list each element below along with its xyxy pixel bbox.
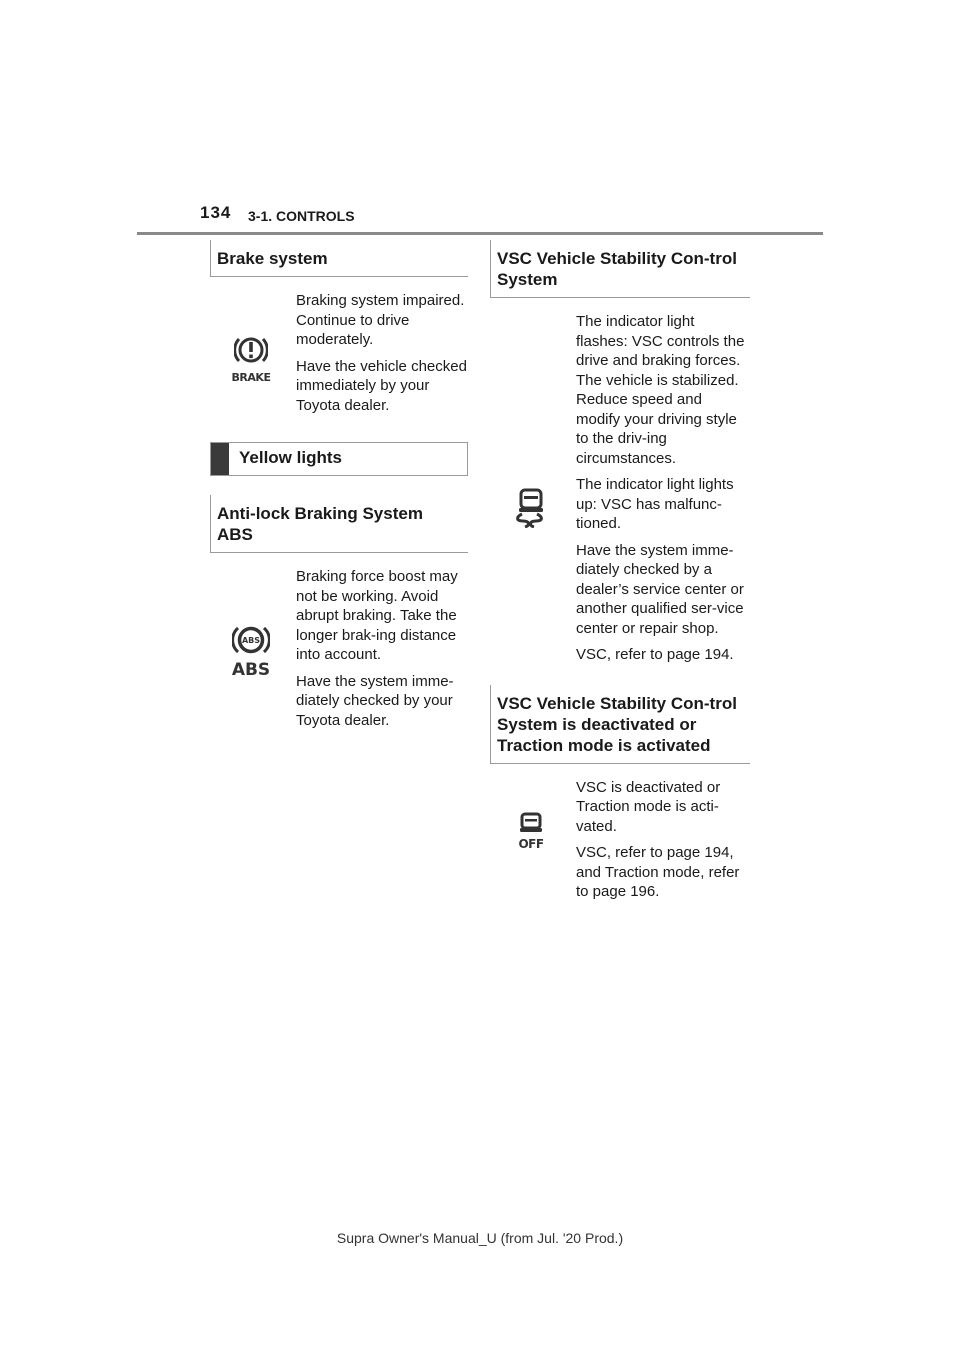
page-number: 134 — [200, 203, 232, 222]
vsc-off-icon-cell — [507, 796, 555, 868]
abs-entry — [210, 567, 468, 730]
heading-marker — [211, 443, 229, 475]
abs-paragraph-2: Have the system imme-diately checked by your Toyota dealer. — [296, 672, 454, 729]
vsc-off-text — [576, 778, 750, 902]
section-title: 3-1. CONTROLS — [248, 208, 355, 224]
yellow-lights-label: Yellow lights — [239, 448, 342, 467]
brake-paragraph-1: Braking system impaired. Continue to drive moderately. — [296, 292, 465, 348]
brake-icon-cell — [227, 322, 275, 394]
abs-text — [296, 567, 468, 730]
yellow-lights-heading — [210, 442, 468, 476]
vsc-off-paragraph-2: VSC, refer to page 194, and Traction mode, refer to page 196. — [576, 844, 740, 900]
page-footer: Supra Owner's Manual_U (from Jul. '20 Prod.) — [336, 1230, 624, 1246]
header-divider — [137, 232, 823, 235]
vsc-off-icon — [516, 812, 546, 836]
abs-icon-caption: ABS — [231, 659, 271, 680]
brake-icon-caption: BRAKE — [231, 370, 271, 384]
vsc-off-entry — [490, 778, 750, 902]
brake-paragraph-2: Have the vehicle checked immediately by your Toyota dealer. — [296, 357, 467, 414]
brake-system-heading: Brake system — [210, 240, 468, 277]
abs-icon-inner-text: ABS — [241, 635, 261, 645]
vsc-text — [576, 312, 750, 665]
vsc-paragraph-4: VSC, refer to page 194. — [576, 646, 734, 663]
vsc-off-heading: VSC Vehicle Stability Con-trol System is deactivated or Traction mode is activated — [490, 685, 750, 764]
vsc-heading: VSC Vehicle Stability Con-trol System — [490, 240, 750, 298]
vsc-entry — [490, 312, 750, 665]
abs-paragraph-1: Braking force boost may not be working. Avoid abrupt braking. Take the longer brak-ing distance into account. — [296, 568, 458, 663]
right-column — [490, 240, 750, 909]
abs-warning-icon — [232, 623, 270, 657]
abs-heading: Anti-lock Braking System ABS — [210, 495, 468, 553]
brake-system-text — [296, 291, 468, 415]
abs-icon-cell — [227, 615, 275, 687]
vsc-icon-cell — [507, 472, 555, 544]
vsc-paragraph-1: The indicator light flashes: VSC controls the drive and braking forces. The vehicle is stabilized. Reduce speed and modify your driving style to the driv-ing circumstances. — [576, 313, 745, 467]
brake-system-entry — [210, 291, 468, 415]
vsc-indicator-icon — [513, 488, 549, 528]
left-column — [210, 240, 468, 737]
vsc-off-icon-caption: OFF — [518, 837, 544, 851]
vsc-paragraph-3: Have the system imme-diately checked by a dealer’s service center or another qualified ser-vice center or repair shop. — [576, 541, 744, 637]
vsc-paragraph-2: The indicator light lights up: VSC has malfunc-tioned. — [576, 476, 734, 532]
brake-warning-icon — [234, 333, 268, 367]
vsc-off-paragraph-1: VSC is deactivated or Traction mode is acti-vated. — [576, 778, 721, 835]
